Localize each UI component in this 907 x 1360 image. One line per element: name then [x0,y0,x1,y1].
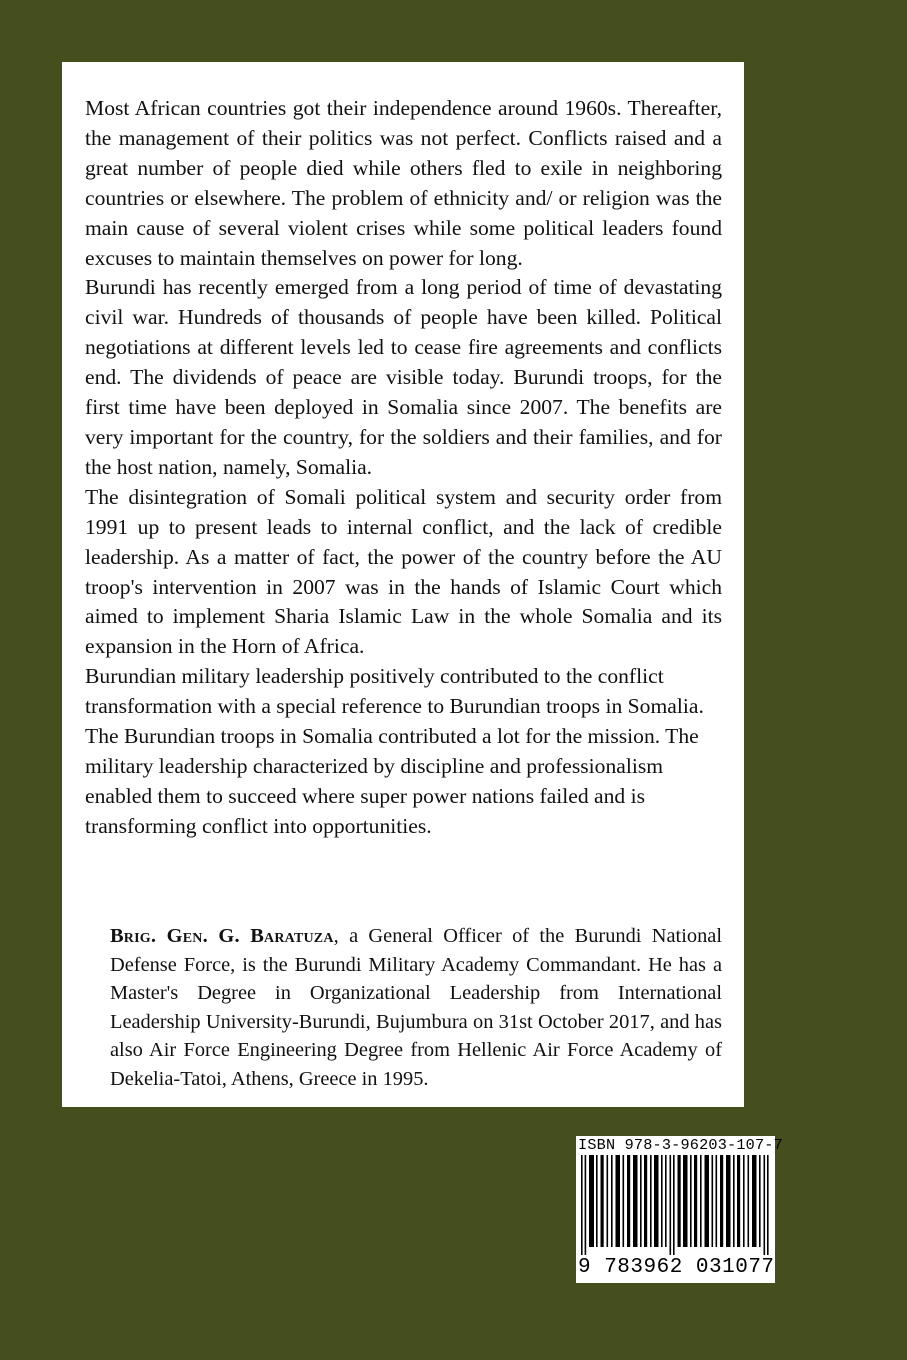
blurb-paragraph: Most African countries got their independence around 1960s. Thereafter, the management of their politics was not perfect. Conflicts raised and a great number of people died while others fled to exile in neighboring countries or elsewhere. The problem of ethnicity and/ or religion was the main cause of several violent crises while some political leaders found excuses to maintain themselves on power for long. [85,96,722,270]
barcode-bars [576,1155,775,1255]
blurb-paragraph: The disintegration of Somali political system and security order from 1991 up to present leads to internal conflict, and the lack of credible leadership. As a matter of fact, the power of the country before the AU troop's intervention in 2007 was in the hands of Islamic Court which aimed to implement Sharia Islamic Law in the whole Somalia and its expansion in the Horn of Africa. [85,484,722,659]
author-bio [110,922,722,1094]
author-name: Brig. Gen. G. Baratuza [110,925,334,947]
barcode-digits: 9 783962 031077 [578,1256,775,1279]
blurb-text [85,94,722,842]
blurb-paragraph: Burundian military leadership positively contributed to the conflict transformation with a special reference to Burundian troops in Somalia. The Burundian troops in Somalia contributed a lot for the mission. The military leadership characterized by discipline and professionalism enabled them to succeed where super power nations failed and is transforming conflict into opportunities. [85,664,704,838]
blurb-panel [62,62,744,1107]
blurb-paragraph: Burundi has recently emerged from a long period of time of devastating civil war. Hundreds of thousands of people have been killed. Political negotiations at different levels led to cease fire agreements and conflicts end. The dividends of peace are visible today. Burundi troops, for the first time have been deployed in Somalia since 2007. The benefits are very important for the country, for the soldiers and their families, and for the host nation, namely, Somalia. [85,275,722,479]
author-bio-text: , a General Officer of the Burundi National Defense Force, is the Burundi Military Academy Commandant. He has a Master's Degree in Organizational Leadership from International Leadership University-Burundi, Bujumbura on 31st October 2017, and has also Air Force Engineering Degree from Hellenic Air Force Academy of Dekelia-Tatoi, Athens, Greece in 1995. [110,925,722,1090]
isbn-barcode-block [576,1136,783,1283]
isbn-label: ISBN 978-3-96203-107-7 [578,1136,783,1154]
